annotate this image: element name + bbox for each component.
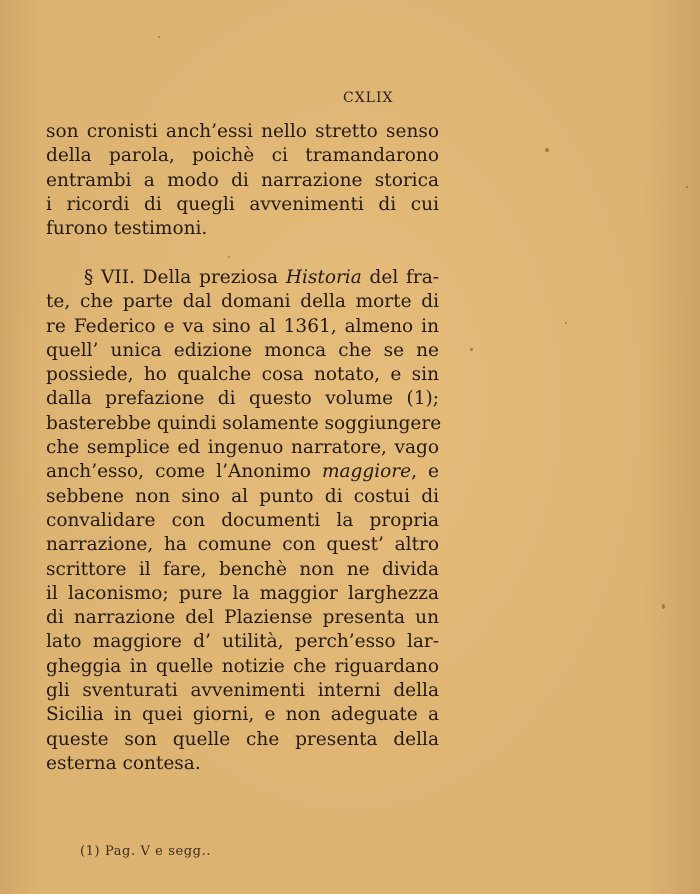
text-line: convalidare con documenti la propria — [46, 509, 439, 531]
text-line: basterebbe quindi solamente soggiungere — [46, 412, 442, 434]
text-fragment: del fra- — [361, 267, 439, 288]
text-line: Sicilia in quei giorni, e non adeguate a — [46, 704, 439, 726]
paper-speck — [470, 348, 473, 351]
text-line: scrittore il fare, benchè non ne divida — [46, 558, 439, 580]
text-line-italic-maggiore — [46, 460, 439, 484]
text-line: dalla prefazione di questo volume (1); — [46, 388, 439, 410]
text-line: son cronisti anch’essi nello stretto senso — [46, 121, 439, 142]
text-line: gheggia in quelle notizie che riguardano — [46, 655, 439, 677]
footnote: (1) Pag. V e segg.. — [80, 844, 212, 859]
italic-word-maggiore: maggiore — [321, 461, 412, 483]
text-line: di narrazione del Plaziense presenta un — [46, 607, 439, 629]
paper-speck — [565, 322, 567, 324]
text-line: sebbene non sino al punto di costui di — [46, 485, 439, 507]
text-fragment: , e — [411, 461, 439, 483]
text-line: i ricordi di quegli avvenimenti di cui — [46, 193, 439, 215]
text-line: narrazione, ha comune con quest’ altro — [46, 534, 439, 556]
paragraph-continuation — [46, 120, 439, 241]
text-line-section-heading — [46, 266, 439, 290]
text-line: esterna contesa. — [46, 752, 201, 774]
paper-speck — [686, 186, 688, 188]
section-heading-text: § VII. Della preziosa — [84, 267, 286, 288]
text-line: furono testimoni. — [46, 218, 208, 240]
text-line: lato maggiore d’ utilità, perch’esso lar- — [46, 631, 439, 653]
text-line: re Federico e va sino al 1361, almeno in — [46, 315, 439, 337]
text-line: il laconismo; pure la maggior larghezza — [46, 582, 439, 604]
text-fragment: anch’esso, come l’Anonimo — [46, 461, 322, 483]
text-line: quell’ unica edizione monca che se ne — [46, 339, 439, 361]
text-line: che semplice ed ingenuo narratore, vago — [46, 437, 439, 459]
text-line: entrambi a modo di narrazione storica — [46, 169, 439, 191]
paper-speck — [662, 604, 665, 609]
text-line: della parola, poichè ci tramandarono — [46, 145, 439, 167]
text-line: gli sventurati avvenimenti interni della — [46, 680, 439, 702]
page-number-roman: CXLIX — [343, 90, 394, 106]
text-line: queste son quelle che presenta della — [46, 728, 439, 750]
text-line: te, che parte dal domani della morte di — [46, 291, 439, 313]
text-line: possiede, ho qualche cosa notato, e sin — [46, 364, 439, 386]
paper-speck — [228, 256, 230, 258]
paragraph-section-vii — [46, 266, 442, 776]
paper-speck — [158, 36, 160, 38]
paper-speck — [545, 148, 549, 152]
italic-title-historia: Historia — [285, 267, 362, 288]
